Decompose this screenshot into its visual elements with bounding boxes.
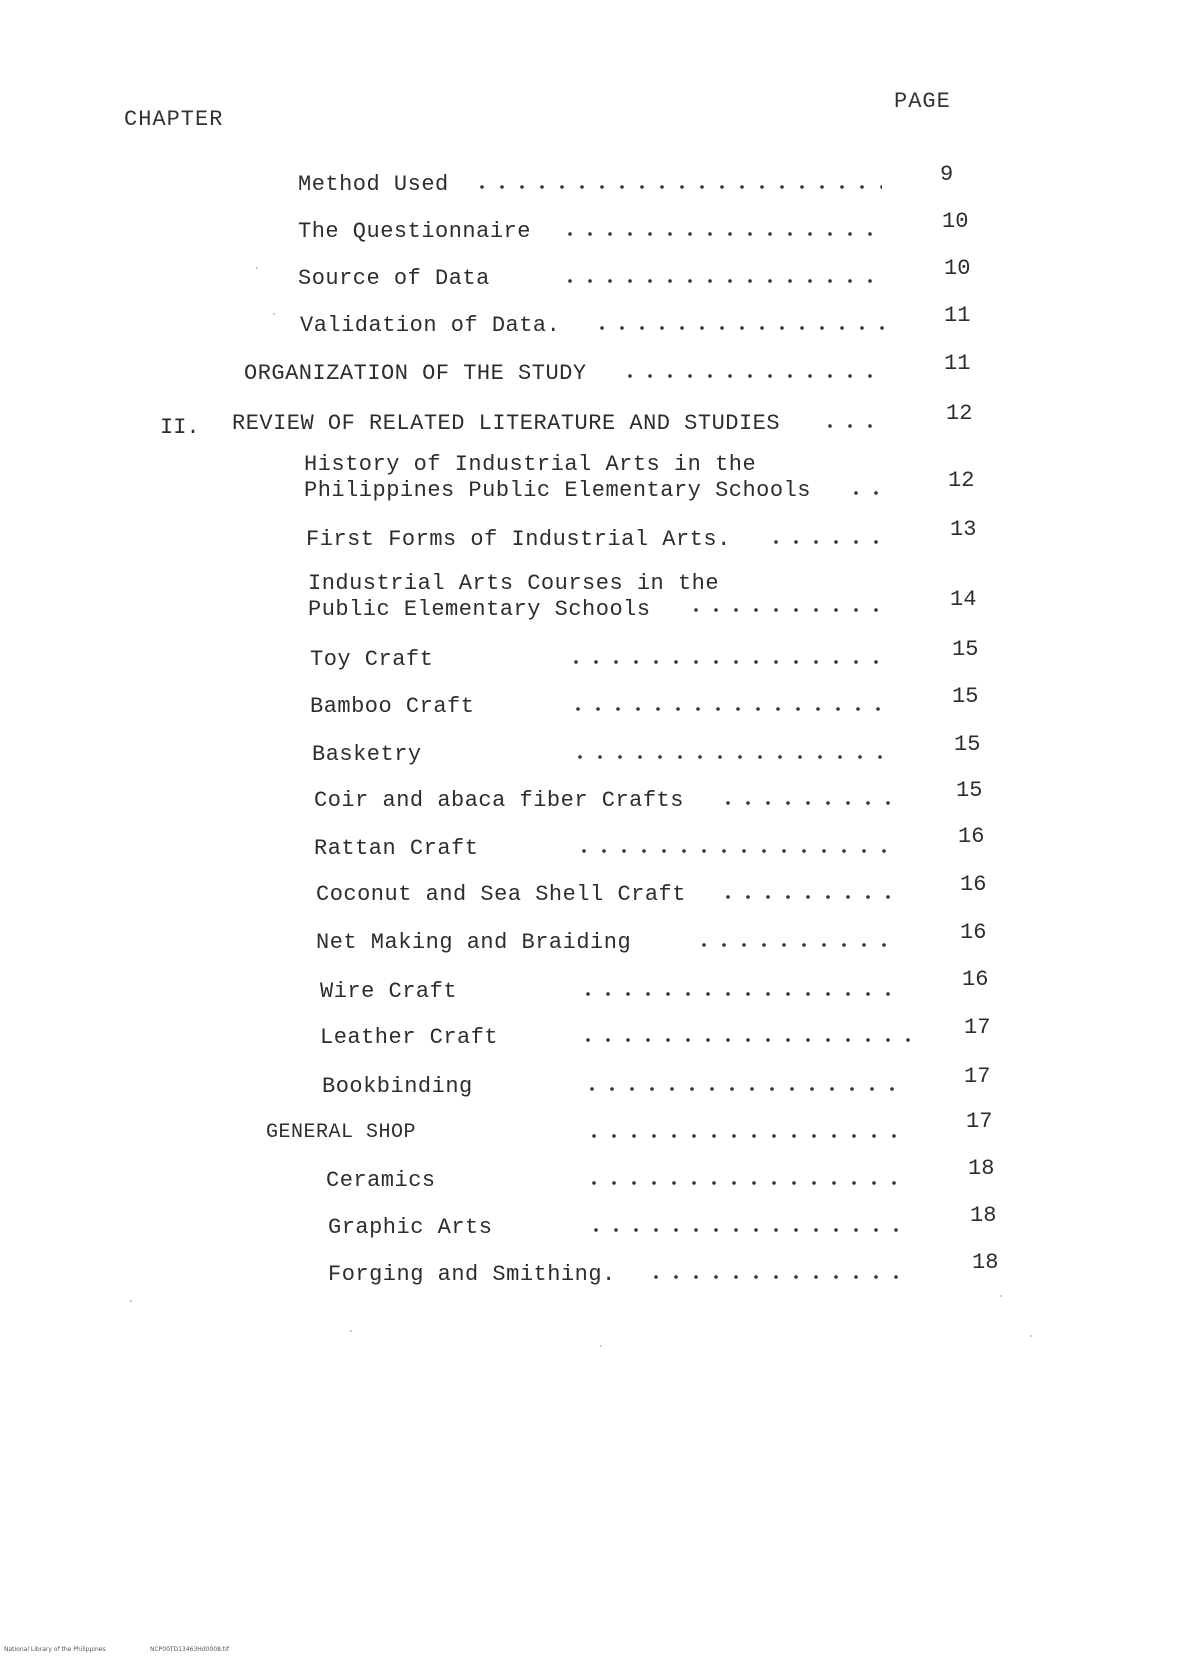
toc-entry-title-cont: Philippines Public Elementary Schools: [304, 478, 811, 503]
toc-entry-title: Bookbinding: [322, 1074, 473, 1099]
toc-entry-title: Toy Craft: [310, 647, 434, 672]
toc-entry: [0, 351, 1177, 391]
toc-entry-title: Leather Craft: [320, 1025, 499, 1050]
toc-entry-page: 15: [954, 732, 981, 757]
leader-dots: [846, 490, 888, 496]
toc-entry-page: 18: [970, 1203, 997, 1228]
toc-entry-page: 17: [964, 1015, 991, 1040]
leader-dots: [584, 1133, 906, 1139]
toc-entry: [0, 401, 1177, 441]
toc-entry: [0, 162, 1177, 202]
toc-entry: [0, 1064, 1177, 1104]
toc-entry-title: Ceramics: [326, 1168, 436, 1193]
leader-dots: [560, 278, 882, 284]
toc-entry: [0, 303, 1177, 343]
toc-entry: [0, 1015, 1177, 1055]
scan-speck: [350, 1330, 352, 1332]
toc-entry: [0, 872, 1177, 912]
leader-dots: [620, 373, 886, 379]
toc-entry: [0, 1109, 1177, 1151]
toc-entry-title-cont: Public Elementary Schools: [308, 597, 651, 622]
leader-dots: [566, 659, 892, 665]
leader-dots: [686, 607, 890, 613]
toc-entry-title: Graphic Arts: [328, 1215, 493, 1240]
leader-dots: [718, 800, 894, 806]
toc-entry-title: The Questionnaire: [298, 219, 531, 244]
toc-entry-page: 11: [944, 303, 971, 328]
leader-dots: [694, 942, 898, 948]
toc-entry-title: Coconut and Sea Shell Craft: [316, 882, 686, 907]
toc-entry-page: 18: [972, 1250, 999, 1275]
leader-dots: [560, 231, 882, 237]
toc-entry-page: 17: [964, 1064, 991, 1089]
toc-entry-title: Method Used: [298, 172, 449, 197]
page-heading: PAGE: [894, 89, 951, 114]
toc-entry: [0, 209, 1177, 249]
leader-dots: [568, 706, 892, 712]
leader-dots: [592, 325, 884, 331]
toc-entry-title: Wire Craft: [320, 979, 458, 1004]
leader-dots: [574, 848, 896, 854]
scan-speck: [600, 1345, 602, 1347]
footer-library: National Library of the Philippines: [4, 1646, 106, 1653]
leader-dots: [570, 754, 894, 760]
leader-dots: [578, 991, 900, 997]
toc-entry: [0, 967, 1177, 1009]
toc-entry-title: ORGANIZATION OF THE STUDY: [244, 361, 587, 386]
leader-dots: [766, 539, 888, 545]
toc-entry-page: 16: [960, 920, 987, 945]
leader-dots: [820, 423, 886, 429]
leader-dots: [646, 1274, 910, 1280]
scan-speck: [256, 267, 258, 269]
toc-entry: [0, 732, 1177, 772]
leader-dots: [582, 1086, 904, 1092]
toc-entry: [0, 824, 1177, 866]
toc-entry-title: History of Industrial Arts in the: [304, 452, 757, 477]
toc-entry-title: Forging and Smithing.: [328, 1262, 616, 1287]
toc-entry-title: Basketry: [312, 742, 422, 767]
toc-entry: [0, 1203, 1177, 1245]
toc-entry-page: 12: [946, 401, 973, 426]
toc-entry-page: 16: [958, 824, 985, 849]
toc-entry: [0, 1156, 1177, 1198]
toc-entry-page: 15: [952, 637, 979, 662]
toc-entry: [0, 920, 1177, 960]
toc-entry-title: GENERAL SHOP: [266, 1121, 417, 1144]
toc-entry: [0, 571, 1177, 622]
toc-entry: [0, 256, 1177, 296]
toc-entry-page: 10: [942, 209, 969, 234]
leader-dots: [584, 1180, 908, 1186]
leader-dots: [718, 894, 896, 900]
toc-entry: [0, 684, 1177, 724]
chapter-heading: CHAPTER: [124, 107, 224, 132]
toc-entry-page: 12: [948, 468, 975, 493]
toc-entry: [0, 452, 1177, 503]
toc-entry-title: Net Making and Braiding: [316, 930, 632, 955]
toc-entry-title: Industrial Arts Courses in the: [308, 571, 720, 596]
scan-speck: [130, 1300, 132, 1302]
leader-dots: [472, 184, 882, 190]
toc-entry-title: REVIEW OF RELATED LITERATURE AND STUDIES: [232, 411, 781, 436]
toc-entry: [0, 1250, 1177, 1292]
toc-entry-page: 18: [968, 1156, 995, 1181]
toc-entry-page: 15: [956, 778, 983, 803]
toc-entry-title: First Forms of Industrial Arts.: [306, 527, 731, 552]
toc-entry-page: 15: [952, 684, 979, 709]
scan-speck: [1000, 1295, 1002, 1297]
toc-entry: [0, 637, 1177, 677]
toc-entry-title: Source of Data: [298, 266, 490, 291]
toc-entry-page: 14: [950, 587, 977, 612]
scan-speck: [1030, 1335, 1032, 1337]
toc-entry-title: Validation of Data.: [300, 313, 561, 338]
toc-entry-page: 10: [944, 256, 971, 281]
chapter-number: II.: [160, 415, 200, 440]
toc-entry-title: Coir and abaca fiber Crafts: [314, 788, 684, 813]
toc-entry-page: 16: [960, 872, 987, 897]
toc-entry-page: 17: [966, 1109, 993, 1134]
toc-entry: [0, 778, 1177, 818]
toc-entry-title: Rattan Craft: [314, 836, 479, 861]
toc-entry-page: 13: [950, 517, 977, 542]
scan-speck: [273, 313, 275, 315]
toc-entry-page: 9: [940, 162, 954, 187]
toc-entry-page: 16: [962, 967, 989, 992]
toc-entry-page: 11: [944, 351, 971, 376]
toc-entry: [0, 517, 1177, 557]
leader-dots: [578, 1037, 916, 1043]
leader-dots: [586, 1227, 908, 1233]
toc-entry-title: Bamboo Craft: [310, 694, 475, 719]
footer-code: NCP00TD13463Hd0008.tif: [150, 1646, 229, 1653]
